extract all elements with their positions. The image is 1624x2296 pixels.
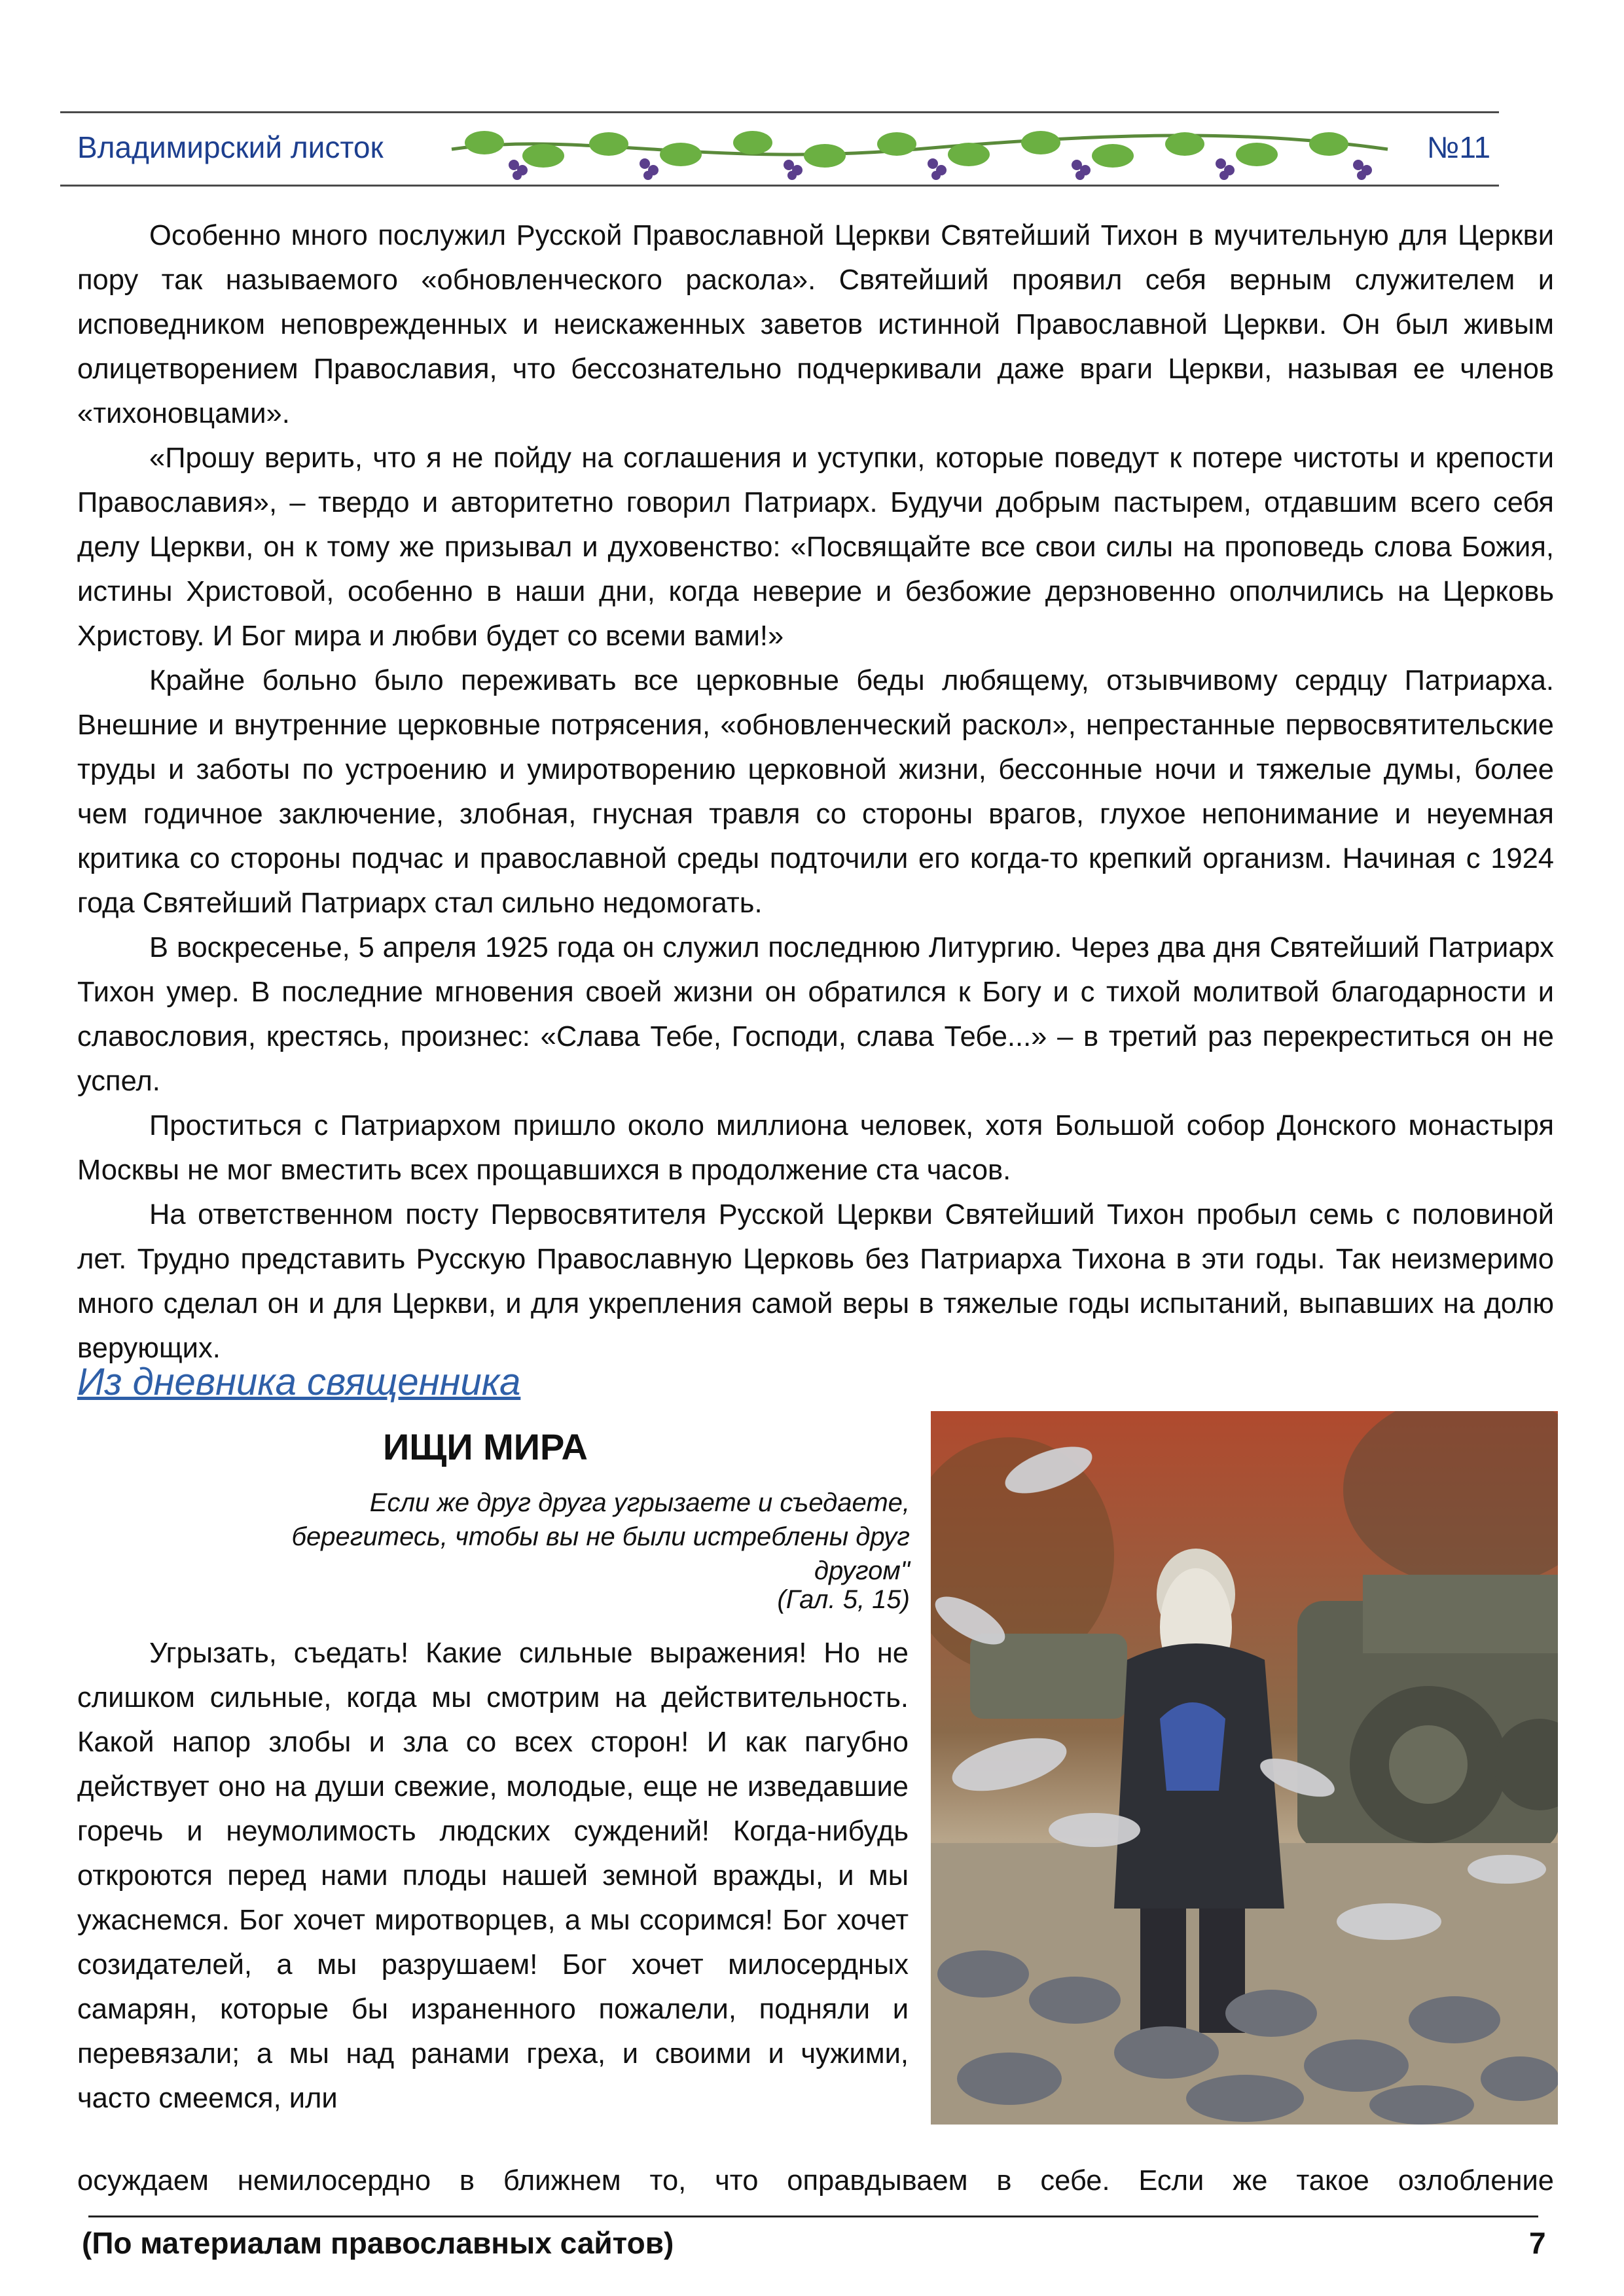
grapevine-ornament-icon: [445, 118, 1394, 181]
column-paragraph: Угрызать, съедать! Какие сильные выражения! Но не слишком сильные, когда мы смотрим на действительность. Какой напор злобы и зла со всех сторон! И как пагубно действует оно на души свежие, молодые, еще не изведавшие горечь и неумолимость людских суждений! Когда-нибудь откроются перед нами плоды нашей земной вражды, и мы ужаснемся. Бог хочет миротворцев, а мы ссоримся! Бог хочет созидателей, а мы разрушаем! Бог хочет милосердных самарян, которые бы израненного пожалели, подняли и перевязали; а мы над ранами греха, и своими и чужими, часто смеемся, или: [77, 1638, 909, 2114]
issue-number: №11: [1427, 130, 1491, 164]
article-title: ИЩИ МИРА: [383, 1426, 588, 1467]
footer-rule: [88, 2215, 1538, 2217]
article-paragraph: Крайне больно было переживать все церковные беды любящему, отзывчивому сердцу Патриарха. Внешние и внутренние церковные потрясения, «обновленческий раскол», непрестанные первосвятительские труды и заботы по устроению и умиротворению церковной жизни, бессонные ночи и тяжелые думы, более чем годичное заключение, злобная, гнусная травля со стороны врагов, глухое непонимание и неуемная критика со стороны подчас и православной среды подточили его когда-то крепкий организм. Начиная с 1924 года Святейший Патриарх стал сильно недомогать.: [77, 665, 1554, 919]
epigraph-reference: (Гал. 5, 15): [777, 1585, 910, 1614]
article-paragraph: «Прошу верить, что я не пойду на соглашения и уступки, которые поведут к потере чистоты и крепости Православия», – твердо и авторитетно говорил Патриарх. Будучи добрым пастырем, отдавшим всего себя делу Церкви, он к тому же призывал и духовенство: «Посвящайте все свои силы на проповедь слова Божия, истины Христовой, особенно в наши дни, когда неверие и безбожие дерзновенно ополчились на Церковь Христову. И Бог мира и любви будет со всеми вами!»: [77, 442, 1554, 652]
epigraph-quote: Если же друг друга угрызаете и съедаете, берегитесь, чтобы вы не были истреблены друг другом": [291, 1488, 910, 1585]
section-heading: Из дневника священника: [77, 1361, 521, 1403]
article-paragraph: Проститься с Патриархом пришло около миллиона человек, хотя Большой собор Донского монастыря Москвы не мог вместить всех прощавшихся в продолжение ста часов.: [77, 1110, 1554, 1186]
footer-source: (По материалам православных сайтов): [82, 2226, 674, 2260]
photo-elder-with-pigeons: [931, 1411, 1558, 2125]
header-rule-top: [60, 111, 1499, 113]
column-text: [77, 1631, 909, 2121]
newsletter-title: Владимирский листок: [77, 130, 384, 164]
article-body: [77, 213, 1554, 1371]
article-paragraph: В воскресенье, 5 апреля 1925 года он служил последнюю Литургию. Через два дня Святейший Патриарх Тихон умер. В последние мгновения своей жизни он обратился к Богу и с тихой молитвой благодарности и славословия, крестясь, произнес: «Слава Тебе, Господи, слава Тебе...» – в третий раз перекреститься он не успел.: [77, 932, 1554, 1097]
continuation-line: осуждаем немилосердно в ближнем то, что оправдываем в себе. Если же такое озлобление: [77, 2165, 1554, 2197]
page-number: 7: [1529, 2226, 1546, 2260]
header-rule-bottom: [60, 185, 1499, 187]
article-paragraph: На ответственном посту Первосвятителя Русской Церкви Святейший Тихон пробыл семь с половиной лет. Трудно представить Русскую Православную Церковь без Патриарха Тихона в эти годы. Так неизмеримо много сделал он и для Церкви, и для укрепления самой веры в тяжелые годы испытаний, выпавших на долю верующих.: [77, 1199, 1554, 1364]
article-paragraph: Особенно много послужил Русской Православной Церкви Святейший Тихон в мучительную для Церкви пору так называемого «обновленческого раскола». Святейший проявил себя верным служителем и исповедником неповрежденных и неискаженных заветов истинной Православной Церкви. Он был живым олицетворением Православия, что бессознательно подчеркивали даже враги Церкви, называя ее членов «тихоновцами».: [77, 220, 1554, 429]
